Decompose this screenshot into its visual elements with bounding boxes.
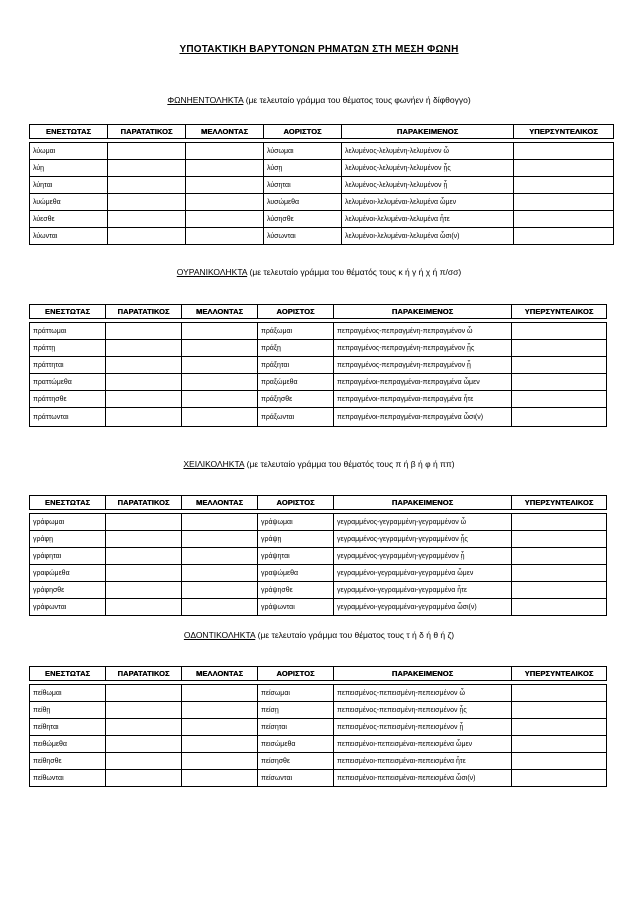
table-cell: λύεσθε	[30, 211, 108, 228]
table-cell	[106, 357, 182, 374]
table-cell: πείσωμαι	[258, 685, 334, 702]
table-cell	[106, 531, 182, 548]
section-name: ΟΔΟΝΤΙΚΟΛΗΚΤΑ	[183, 630, 256, 640]
table-row	[30, 702, 607, 719]
table-cell: γράψωμαι	[258, 514, 334, 531]
table-row	[30, 770, 607, 787]
column-header: ΠΑΡΑΚΕΙΜΕΝΟΣ	[334, 667, 512, 681]
table-cell	[186, 194, 264, 211]
table-cell: γράψωνται	[258, 599, 334, 616]
table-cell	[512, 531, 607, 548]
table-cell	[512, 323, 607, 340]
table-cell: πείσηται	[258, 719, 334, 736]
table-cell	[512, 408, 607, 427]
table-cell	[182, 702, 258, 719]
column-header: ΑΟΡΙΣΤΟΣ	[258, 305, 334, 319]
table-cell	[106, 323, 182, 340]
section-heading-3	[0, 459, 638, 469]
table-cell: λύσῃ	[264, 160, 342, 177]
table-cell	[106, 391, 182, 408]
table-cell	[512, 770, 607, 787]
conjugation-table-4	[29, 666, 607, 787]
table-row	[30, 323, 607, 340]
column-header: ΠΑΡΑΤΑΤΙΚΟΣ	[106, 667, 182, 681]
table-cell	[108, 160, 186, 177]
table-cell: πεπεισμένοι-πεπεισμέναι-πεπεισμένα ὦμεν	[334, 736, 512, 753]
table-cell	[512, 548, 607, 565]
table-cell: πράξῃ	[258, 340, 334, 357]
table-cell: πραττώμεθα	[30, 374, 106, 391]
table-cell	[182, 582, 258, 599]
table-cell	[512, 685, 607, 702]
table-row	[30, 685, 607, 702]
table-cell: πράξηται	[258, 357, 334, 374]
conjugation-table-3	[29, 495, 607, 616]
table-cell	[182, 565, 258, 582]
table-row	[30, 531, 607, 548]
table-cell	[512, 582, 607, 599]
table-cell	[512, 391, 607, 408]
table-cell: πεπραγμένος-πεπραγμένη-πεπραγμένον ᾖς	[334, 340, 512, 357]
table-cell	[186, 143, 264, 160]
table-cell: πεπραγμένοι-πεπραγμέναι-πεπραγμένα ὦσι(ν)	[334, 408, 512, 427]
table-cell	[106, 719, 182, 736]
table-row	[30, 374, 607, 391]
table-row	[30, 211, 614, 228]
table-cell	[514, 228, 614, 245]
table-cell: λύσηται	[264, 177, 342, 194]
table-cell	[512, 340, 607, 357]
table-cell	[512, 514, 607, 531]
table-cell	[182, 408, 258, 427]
table-cell	[512, 736, 607, 753]
table-row	[30, 143, 614, 160]
column-header: ΕΝΕΣΤΩΤΑΣ	[30, 305, 106, 319]
column-header: ΥΠΕΡΣΥΝΤΕΛΙΚΟΣ	[512, 305, 607, 319]
table-cell	[108, 177, 186, 194]
table-cell: γράφωνται	[30, 599, 106, 616]
table-row	[30, 753, 607, 770]
table-cell	[106, 408, 182, 427]
table-row	[30, 391, 607, 408]
table-cell: γράφωμαι	[30, 514, 106, 531]
section-heading-4	[0, 630, 638, 640]
table-cell: λύωμαι	[30, 143, 108, 160]
table-cell: λυσώμεθα	[264, 194, 342, 211]
column-header: ΑΟΡΙΣΤΟΣ	[264, 125, 342, 139]
table-cell: πείθωνται	[30, 770, 106, 787]
column-header: ΜΕΛΛΟΝΤΑΣ	[182, 305, 258, 319]
table-cell	[182, 531, 258, 548]
table-cell: πεπραγμένοι-πεπραγμέναι-πεπραγμένα ὦμεν	[334, 374, 512, 391]
table-row	[30, 340, 607, 357]
table-cell: πράξησθε	[258, 391, 334, 408]
table-cell: πεισώμεθα	[258, 736, 334, 753]
table-cell: λύωνται	[30, 228, 108, 245]
table-cell	[106, 565, 182, 582]
table-cell: γεγραμμένος-γεγραμμένη-γεγραμμένον ᾖ	[334, 548, 512, 565]
table-cell	[182, 770, 258, 787]
table-row	[30, 599, 607, 616]
table-cell: πράττωμαι	[30, 323, 106, 340]
table-cell: πεπεισμένος-πεπεισμένη-πεπεισμένον ᾖ	[334, 719, 512, 736]
table-cell	[182, 736, 258, 753]
table-cell	[182, 599, 258, 616]
table-cell	[106, 753, 182, 770]
table-cell: πράττῃ	[30, 340, 106, 357]
table-cell: πείθῃ	[30, 702, 106, 719]
table-cell: γραφώμεθα	[30, 565, 106, 582]
table-cell: πράξωμαι	[258, 323, 334, 340]
table-cell	[106, 685, 182, 702]
table-cell: γεγραμμένοι-γεγραμμέναι-γεγραμμένα ἦτε	[334, 582, 512, 599]
table-cell	[182, 514, 258, 531]
table-cell	[106, 340, 182, 357]
table-cell	[512, 565, 607, 582]
table-cell: πεπεισμένοι-πεπεισμέναι-πεπεισμένα ἦτε	[334, 753, 512, 770]
table-cell: λυώμεθα	[30, 194, 108, 211]
column-header: ΠΑΡΑΚΕΙΜΕΝΟΣ	[342, 125, 514, 139]
table-cell	[512, 599, 607, 616]
table-cell: πεπεισμένος-πεπεισμένη-πεπεισμένον ᾖς	[334, 702, 512, 719]
table-cell: λύσησθε	[264, 211, 342, 228]
section-heading-2	[0, 267, 638, 277]
table-cell	[514, 143, 614, 160]
table-cell: λελυμένος-λελυμένη-λελυμένον ὦ	[342, 143, 514, 160]
column-header: ΥΠΕΡΣΥΝΤΕΛΙΚΟΣ	[514, 125, 614, 139]
table-cell	[186, 211, 264, 228]
column-header: ΠΑΡΑΤΑΤΙΚΟΣ	[108, 125, 186, 139]
table-cell	[182, 753, 258, 770]
table-cell	[182, 357, 258, 374]
table-row	[30, 160, 614, 177]
table-row	[30, 514, 607, 531]
table-cell: λελυμένοι-λελυμέναι-λελυμένα ἦτε	[342, 211, 514, 228]
table-cell: γράφησθε	[30, 582, 106, 599]
table-row	[30, 408, 607, 427]
table-cell	[106, 770, 182, 787]
column-header: ΠΑΡΑΤΑΤΙΚΟΣ	[106, 305, 182, 319]
table-cell: γεγραμμένοι-γεγραμμέναι-γεγραμμένα ὦμεν	[334, 565, 512, 582]
section-note: (με τελευταίο γράμμα του θέματος τους φωνήεν ή δίφθογγο)	[245, 95, 471, 105]
table-cell	[182, 548, 258, 565]
table-cell	[108, 228, 186, 245]
table-cell	[106, 374, 182, 391]
table-cell: πραξώμεθα	[258, 374, 334, 391]
table-cell	[182, 685, 258, 702]
table-cell	[512, 357, 607, 374]
column-header: ΑΟΡΙΣΤΟΣ	[258, 667, 334, 681]
table-cell: πεπραγμένος-πεπραγμένη-πεπραγμένον ὦ	[334, 323, 512, 340]
table-cell: πεπεισμένοι-πεπεισμέναι-πεπεισμένα ὦσι(ν)	[334, 770, 512, 787]
table-cell: λελυμένος-λελυμένη-λελυμένον ᾖ	[342, 177, 514, 194]
table-cell	[512, 702, 607, 719]
column-header: ΕΝΕΣΤΩΤΑΣ	[30, 496, 106, 510]
table-cell	[512, 374, 607, 391]
table-cell: πεπεισμένος-πεπεισμένη-πεπεισμένον ὦ	[334, 685, 512, 702]
section-name: ΧΕΙΛΙΚΟΛΗΚΤΑ	[183, 459, 245, 469]
column-header: ΕΝΕΣΤΩΤΑΣ	[30, 667, 106, 681]
column-header: ΥΠΕΡΣΥΝΤΕΛΙΚΟΣ	[512, 496, 607, 510]
section-note: (με τελευταίο γράμμα του θέματος τους τ ή δ ή θ ή ζ)	[257, 630, 455, 640]
table-cell: γεγραμμένος-γεγραμμένη-γεγραμμένον ὦ	[334, 514, 512, 531]
table-cell	[514, 194, 614, 211]
table-row	[30, 228, 614, 245]
table-cell	[182, 374, 258, 391]
section-name: ΦΩΝΗΕΝΤΟΛΗΚΤΑ	[167, 95, 244, 105]
column-header: ΠΑΡΑΚΕΙΜΕΝΟΣ	[334, 496, 512, 510]
column-header: ΜΕΛΛΟΝΤΑΣ	[186, 125, 264, 139]
table-cell	[106, 736, 182, 753]
table-cell	[186, 160, 264, 177]
table-row	[30, 736, 607, 753]
table-cell: λελυμένοι-λελυμέναι-λελυμένα ὦσι(ν)	[342, 228, 514, 245]
column-header: ΕΝΕΣΤΩΤΑΣ	[30, 125, 108, 139]
table-row	[30, 582, 607, 599]
table-cell: λύσωμαι	[264, 143, 342, 160]
table-cell	[182, 340, 258, 357]
table-cell	[514, 211, 614, 228]
section-heading-1	[0, 95, 638, 105]
table-row	[30, 194, 614, 211]
table-cell	[106, 514, 182, 531]
table-cell: πράξωνται	[258, 408, 334, 427]
table-cell	[512, 753, 607, 770]
section-note: (με τελευταίο γράμμα του θέματός τους κ ή γ ή χ ή π/σσ)	[249, 267, 462, 277]
table-cell	[182, 391, 258, 408]
table-cell: γράψησθε	[258, 582, 334, 599]
table-cell	[514, 177, 614, 194]
table-cell	[514, 160, 614, 177]
table-row	[30, 177, 614, 194]
column-header: ΠΑΡΑΚΕΙΜΕΝΟΣ	[334, 305, 512, 319]
table-cell: πεπραγμένος-πεπραγμένη-πεπραγμένον ᾖ	[334, 357, 512, 374]
table-cell: γράψηται	[258, 548, 334, 565]
table-row	[30, 548, 607, 565]
conjugation-table-2	[29, 304, 607, 427]
table-cell: λελυμένοι-λελυμέναι-λελυμένα ὦμεν	[342, 194, 514, 211]
table-cell: γράψῃ	[258, 531, 334, 548]
table-cell: πράττησθε	[30, 391, 106, 408]
table-cell	[512, 719, 607, 736]
table-cell	[186, 228, 264, 245]
column-header: ΠΑΡΑΤΑΤΙΚΟΣ	[106, 496, 182, 510]
table-cell: πείθωμαι	[30, 685, 106, 702]
table-cell: λύσωνται	[264, 228, 342, 245]
table-cell: λελυμένος-λελυμένη-λελυμένον ᾖς	[342, 160, 514, 177]
table-cell: πείσωνται	[258, 770, 334, 787]
column-header: ΜΕΛΛΟΝΤΑΣ	[182, 496, 258, 510]
table-cell: πείσησθε	[258, 753, 334, 770]
table-cell	[106, 548, 182, 565]
table-cell: λύηται	[30, 177, 108, 194]
column-header: ΥΠΕΡΣΥΝΤΕΛΙΚΟΣ	[512, 667, 607, 681]
table-cell: πράττωνται	[30, 408, 106, 427]
table-cell	[106, 599, 182, 616]
table-cell: γεγραμμένοι-γεγραμμέναι-γεγραμμένα ὦσι(ν)	[334, 599, 512, 616]
table-cell	[182, 323, 258, 340]
table-cell: γράφῃ	[30, 531, 106, 548]
table-cell: πράττηται	[30, 357, 106, 374]
table-cell	[182, 719, 258, 736]
column-header: ΑΟΡΙΣΤΟΣ	[258, 496, 334, 510]
table-cell	[108, 143, 186, 160]
table-row	[30, 357, 607, 374]
table-cell: πείθηται	[30, 719, 106, 736]
page-title: ΥΠΟΤΑΚΤΙΚΗ ΒΑΡΥΤΟΝΩΝ ΡΗΜΑΤΩΝ ΣΤΗ ΜΕΣΗ ΦΩΝΗ	[179, 44, 459, 55]
table-cell	[186, 177, 264, 194]
table-row	[30, 565, 607, 582]
table-cell: πείθησθε	[30, 753, 106, 770]
table-cell: πείσῃ	[258, 702, 334, 719]
table-cell: γραψώμεθα	[258, 565, 334, 582]
table-row	[30, 719, 607, 736]
column-header: ΜΕΛΛΟΝΤΑΣ	[182, 667, 258, 681]
conjugation-table-1	[29, 124, 614, 245]
section-name: ΟΥΡΑΝΙΚΟΛΗΚΤΑ	[176, 267, 248, 277]
section-note: (με τελευταίο γράμμα του θέματός τους π ή β ή φ ή ππ)	[246, 459, 455, 469]
table-cell	[106, 582, 182, 599]
table-cell: πειθώμεθα	[30, 736, 106, 753]
table-cell: γράφηται	[30, 548, 106, 565]
table-cell	[106, 702, 182, 719]
table-cell: πεπραγμένοι-πεπραγμέναι-πεπραγμένα ἦτε	[334, 391, 512, 408]
table-cell	[108, 211, 186, 228]
table-cell: γεγραμμένος-γεγραμμένη-γεγραμμένον ᾖς	[334, 531, 512, 548]
table-cell	[108, 194, 186, 211]
table-cell: λύῃ	[30, 160, 108, 177]
